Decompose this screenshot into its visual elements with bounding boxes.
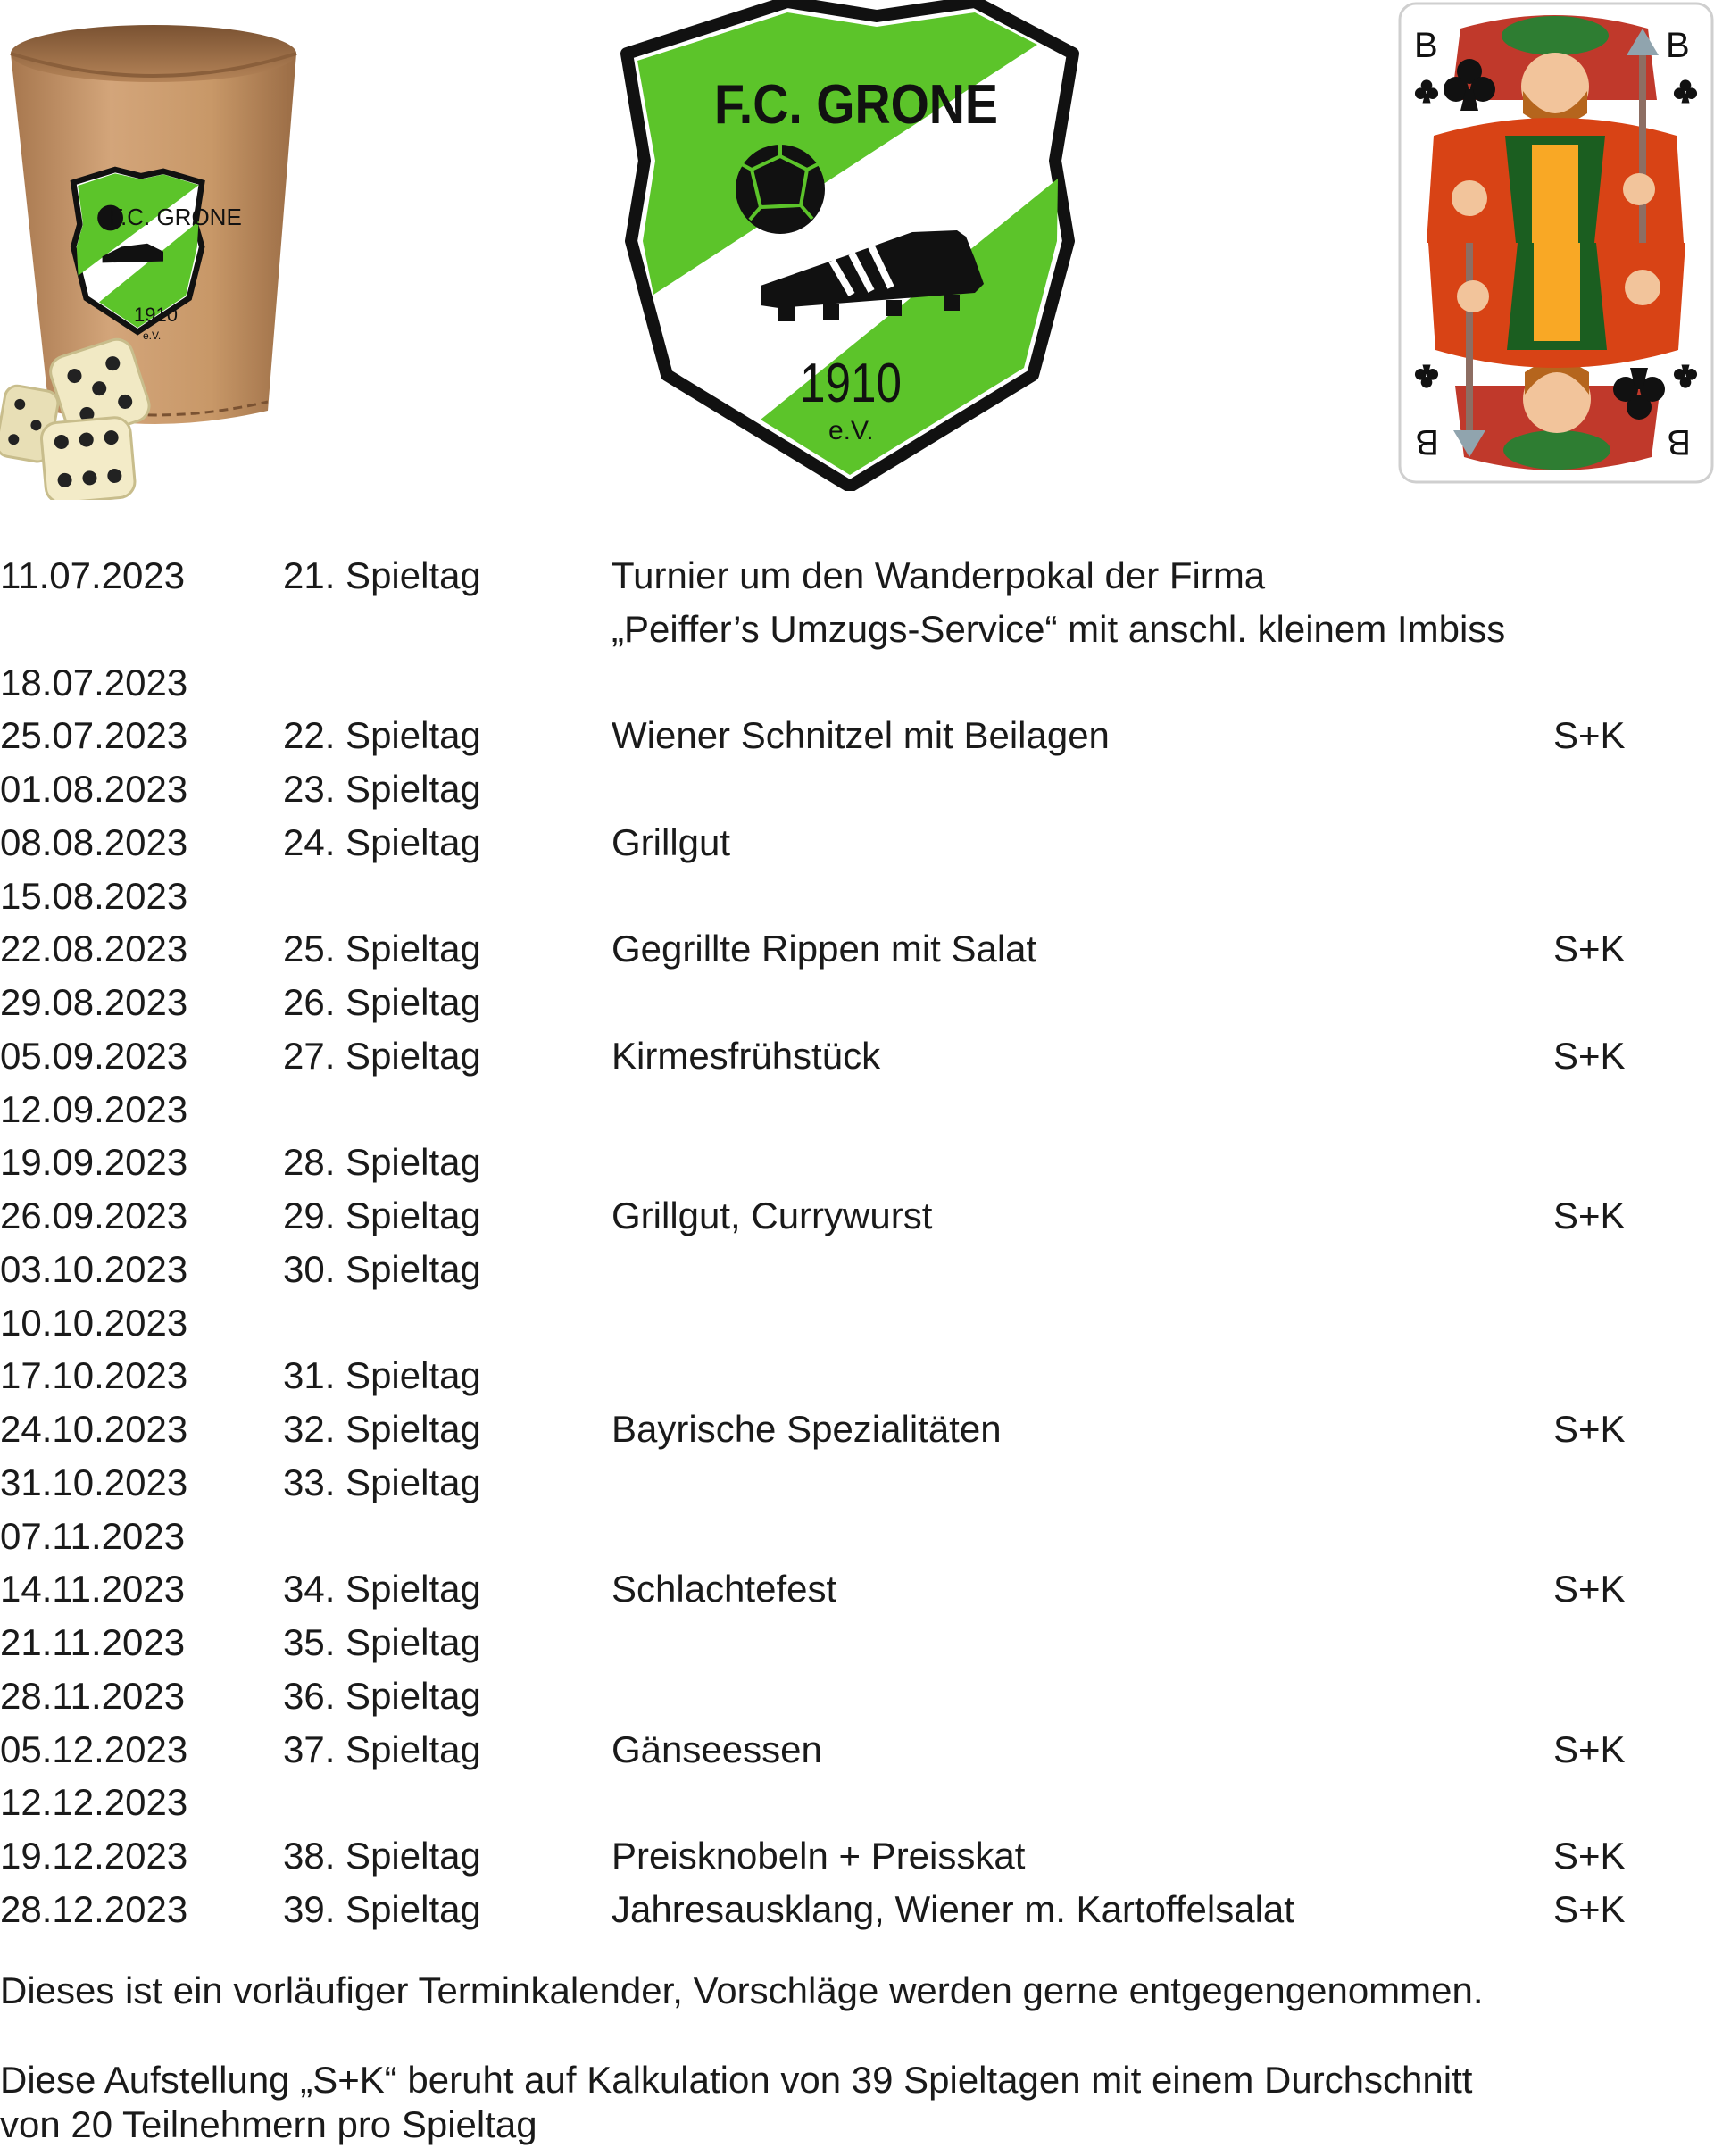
schedule-row (0, 762, 1714, 816)
schedule-row (0, 1029, 1714, 1083)
dice-cup-illustration (0, 18, 308, 500)
schedule-date: 19.12.2023 (0, 1835, 188, 1877)
schedule-date: 03.10.2023 (0, 1247, 188, 1290)
schedule-sk-marker: S+K (1553, 1408, 1626, 1450)
cup-crest-suffix: e.V. (143, 329, 162, 342)
schedule-description-line: Grillgut, Currywurst (612, 1195, 933, 1236)
club-crest-logo (618, 0, 1082, 491)
schedule-row (0, 1296, 1714, 1350)
schedule-row (0, 549, 1714, 656)
playing-card-svg (1398, 2, 1714, 484)
schedule-row (0, 1669, 1714, 1723)
schedule-description-line: Turnier um den Wanderpokal der Firma (612, 554, 1266, 596)
cup-crest-name: F.C. GRONE (109, 204, 242, 230)
card-figure-bottom (1428, 243, 1685, 470)
schedule-sk-marker: S+K (1553, 714, 1626, 757)
schedule-date: 05.12.2023 (0, 1727, 188, 1770)
schedule-description-line: Schlachtefest (612, 1568, 837, 1611)
schedule-row (0, 1883, 1714, 1936)
schedule-date: 01.08.2023 (0, 768, 188, 810)
schedule-description (612, 816, 730, 870)
schedule-row (0, 816, 1714, 870)
schedule-description (612, 1883, 1294, 1936)
schedule-row (0, 1189, 1714, 1243)
schedule-row (0, 1243, 1714, 1296)
schedule-row (0, 1829, 1714, 1883)
schedule-date: 12.12.2023 (0, 1781, 188, 1824)
schedule-matchday: 34. Spieltag (283, 1568, 481, 1611)
schedule-date: 15.08.2023 (0, 874, 188, 917)
schedule-date: 08.08.2023 (0, 820, 188, 863)
schedule-date: 25.07.2023 (0, 714, 188, 757)
schedule-date: 31.10.2023 (0, 1461, 188, 1503)
schedule-row (0, 870, 1714, 923)
club-crest-svg (618, 0, 1082, 491)
header-images (0, 0, 1714, 500)
schedule-row (0, 1403, 1714, 1456)
schedule-row (0, 1723, 1714, 1777)
schedule-row (0, 1136, 1714, 1189)
schedule-matchday: 27. Spieltag (283, 1034, 481, 1077)
schedule-sk-marker: S+K (1553, 928, 1626, 970)
die-3 (40, 416, 136, 500)
schedule-description-line: Gänseessen (612, 1727, 822, 1770)
schedule-date: 26.09.2023 (0, 1195, 188, 1236)
crest-suffix: e.V. (828, 416, 874, 445)
schedule-date: 19.09.2023 (0, 1141, 188, 1184)
schedule-matchday: 23. Spieltag (283, 768, 481, 810)
schedule-row (0, 1349, 1714, 1403)
cup-crest-year: 1910 (134, 304, 178, 326)
schedule-matchday: 31. Spieltag (283, 1354, 481, 1397)
notes (0, 1969, 1696, 2147)
schedule-date: 05.09.2023 (0, 1034, 188, 1077)
schedule-row (0, 1562, 1714, 1616)
schedule-description-line: Kirmesfrühstück (612, 1034, 881, 1077)
schedule-date: 24.10.2023 (0, 1408, 188, 1450)
schedule-description-line: Grillgut (612, 820, 731, 863)
football-icon (736, 145, 825, 234)
crest-club-name: F.C. GRONE (714, 74, 998, 136)
note-sk-calculation-line2: von 20 Teilnehmern pro Spieltag (0, 2103, 537, 2145)
schedule-matchday: 35. Spieltag (283, 1621, 481, 1663)
schedule-description (612, 922, 1036, 976)
schedule-row (0, 709, 1714, 762)
schedule-description-line: „Peiffer’s Umzugs-Service“ mit anschl. kleinem Imbiss (612, 607, 1506, 650)
schedule-matchday: 38. Spieltag (283, 1835, 481, 1877)
schedule-date: 28.11.2023 (0, 1674, 186, 1717)
schedule-table (0, 549, 1714, 1936)
schedule-date: 14.11.2023 (0, 1568, 186, 1611)
schedule-date: 28.12.2023 (0, 1887, 188, 1930)
schedule-description (612, 1189, 932, 1243)
schedule-matchday: 32. Spieltag (283, 1408, 481, 1450)
schedule-date: 18.07.2023 (0, 661, 188, 703)
note-provisional: Dieses ist ein vorläufiger Terminkalender, Vorschläge werden gerne entgegengenommen. (0, 1969, 1484, 2011)
schedule-matchday: 28. Spieltag (283, 1141, 481, 1184)
card-corner-top-left: B (1414, 26, 1438, 65)
schedule-row (0, 656, 1714, 710)
cup-rim (11, 25, 296, 82)
schedule-row (0, 922, 1714, 976)
schedule-description-line: Bayrische Spezialitäten (612, 1408, 1002, 1450)
schedule-matchday: 30. Spieltag (283, 1247, 481, 1290)
schedule-row (0, 1510, 1714, 1563)
schedule-matchday: 25. Spieltag (283, 928, 481, 970)
schedule-matchday: 21. Spieltag (283, 554, 481, 596)
schedule-description-line: Wiener Schnitzel mit Beilagen (612, 714, 1110, 757)
schedule-sk-marker: S+K (1553, 1835, 1626, 1877)
schedule-sk-marker: S+K (1553, 1195, 1626, 1236)
schedule-date: 07.11.2023 (0, 1514, 186, 1557)
schedule-matchday: 22. Spieltag (283, 714, 481, 757)
note-sk-calculation-line1: Diese Aufstellung „S+K“ beruht auf Kalkulation von 39 Spieltagen mit einem Durchschnitt (0, 2059, 1473, 2101)
dice (0, 336, 154, 500)
schedule-row (0, 1776, 1714, 1829)
schedule-description (612, 1829, 1025, 1883)
schedule-date: 17.10.2023 (0, 1354, 188, 1397)
schedule-matchday: 24. Spieltag (283, 820, 481, 863)
schedule-row (0, 976, 1714, 1029)
schedule-description-line: Jahresausklang, Wiener m. Kartoffelsalat (612, 1887, 1294, 1930)
schedule-matchday: 37. Spieltag (283, 1727, 481, 1770)
schedule-sk-marker: S+K (1553, 1568, 1626, 1611)
schedule-row (0, 1616, 1714, 1669)
schedule-row (0, 1456, 1714, 1510)
playing-card-image (1398, 2, 1714, 484)
schedule-description (612, 1562, 836, 1616)
schedule-matchday: 29. Spieltag (283, 1195, 481, 1236)
schedule-description (612, 1029, 880, 1083)
schedule-date: 22.08.2023 (0, 928, 188, 970)
schedule-description (612, 549, 1505, 656)
schedule-date: 29.08.2023 (0, 981, 188, 1023)
schedule-description-line: Preisknobeln + Preisskat (612, 1835, 1026, 1877)
schedule-description (612, 709, 1110, 762)
schedule-matchday: 33. Spieltag (283, 1461, 481, 1503)
schedule-sk-marker: S+K (1553, 1887, 1626, 1930)
schedule-date: 10.10.2023 (0, 1301, 188, 1344)
schedule-description (612, 1403, 1002, 1456)
card-corner-bottom-right: B (1667, 422, 1691, 462)
schedule-date: 21.11.2023 (0, 1621, 186, 1663)
crest-year: 1910 (800, 353, 902, 414)
card-corner-top-right: B (1666, 26, 1690, 65)
dice-cup-image (0, 18, 308, 500)
card-corner-bottom-left: B (1415, 422, 1439, 462)
schedule-sk-marker: S+K (1553, 1727, 1626, 1770)
schedule-description (612, 1723, 822, 1777)
schedule-date: 11.07.2023 (0, 554, 186, 596)
schedule-matchday: 39. Spieltag (283, 1887, 481, 1930)
schedule-date: 12.09.2023 (0, 1087, 188, 1130)
card-figure-top (1427, 15, 1684, 243)
schedule-row (0, 1083, 1714, 1136)
schedule-description-line: Gegrillte Rippen mit Salat (612, 928, 1037, 970)
schedule-sk-marker: S+K (1553, 1034, 1626, 1077)
schedule-matchday: 36. Spieltag (283, 1674, 481, 1717)
schedule-matchday: 26. Spieltag (283, 981, 481, 1023)
